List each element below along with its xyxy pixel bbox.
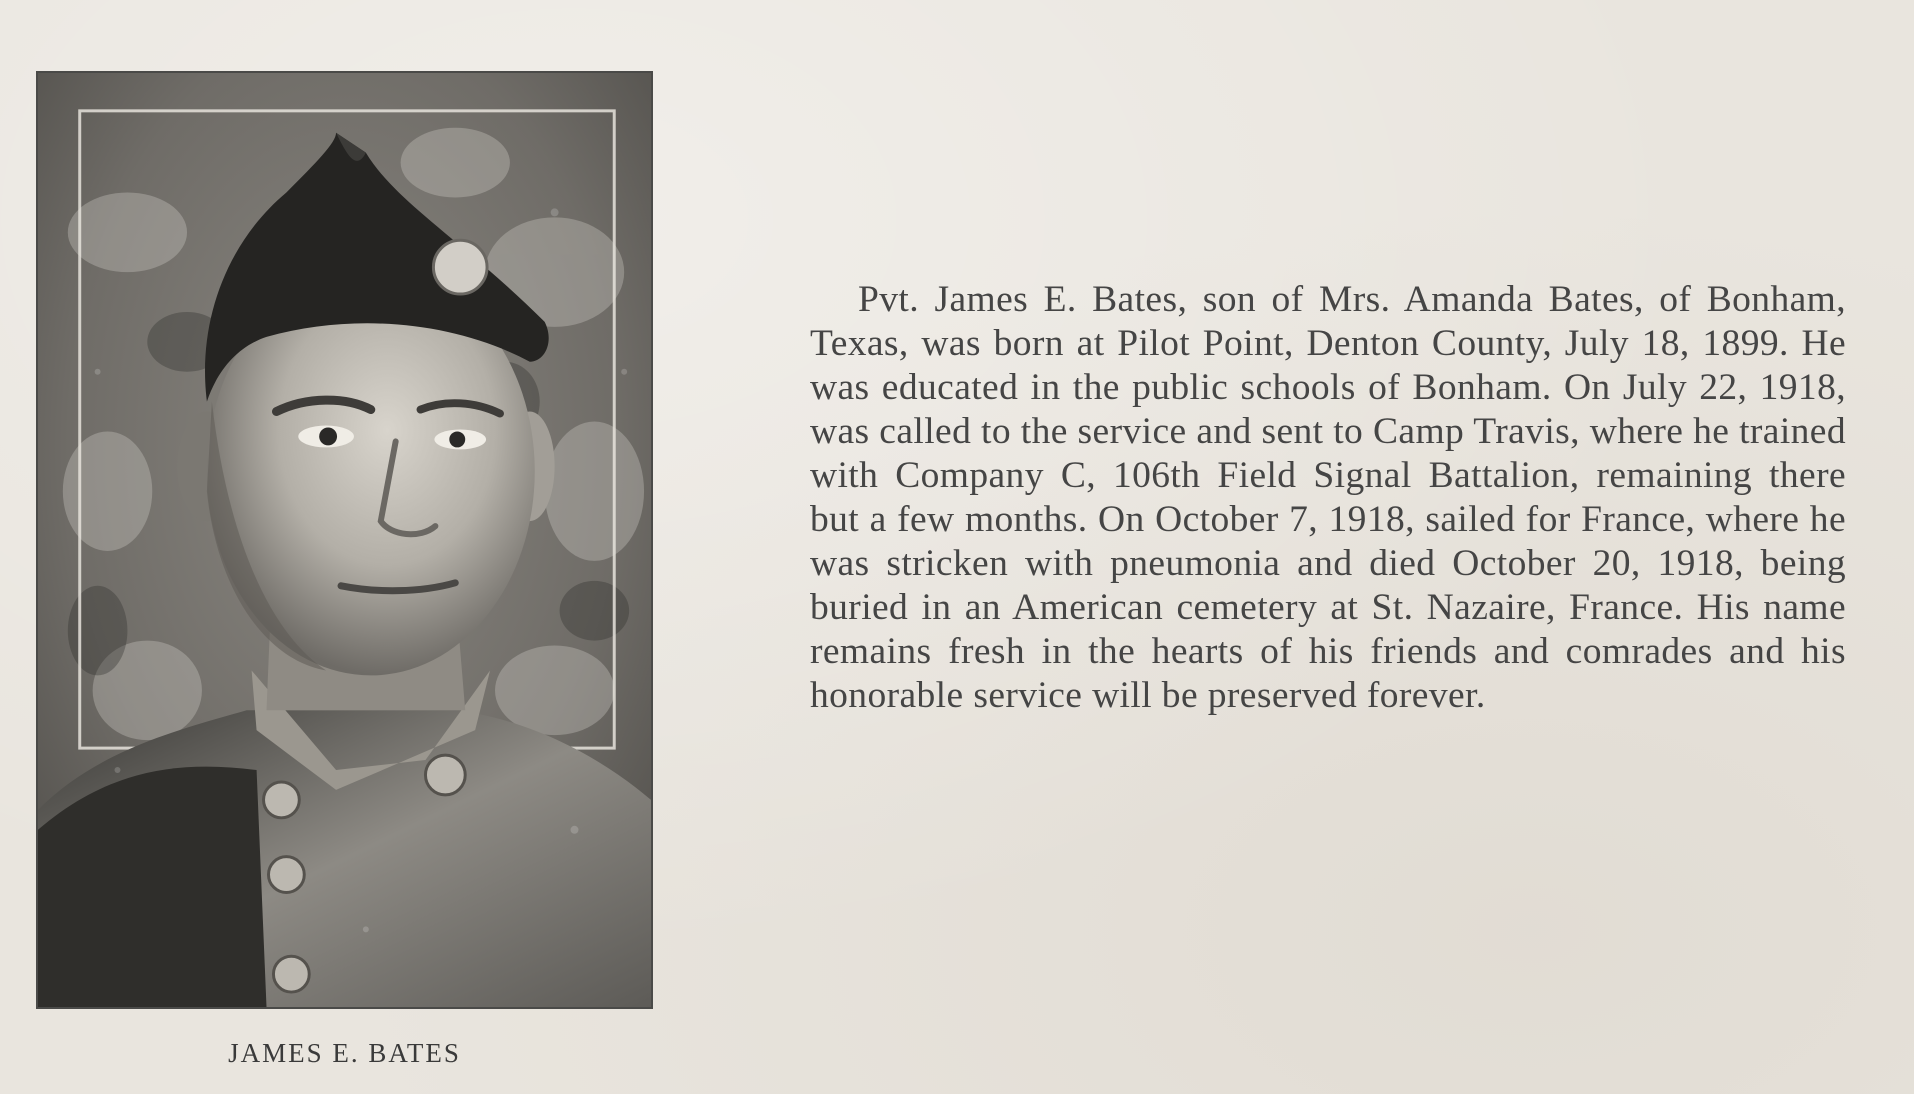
portrait-caption: JAMES E. BATES — [228, 1038, 461, 1068]
portrait-photo — [36, 71, 653, 1009]
soldier-portrait-icon — [38, 73, 651, 1007]
biography-paragraph: Pvt. James E. Bates, son of Mrs. Amanda Bates, of Bonham, Texas, was born at Pilot Point, Denton County, July 18, 1899. He was educated in the public schools of Bonham. On July 22, 1918, was called to the service and sent to Camp Travis, where he trained with Company C, 106th Field Signal Battalion, remaining there but a few months. On October 7, 1918, sailed for France, where he was stricken with pneumonia and died October 20, 1918, being buried in an American cemetery at St. Nazaire, France. His name remains fresh in the hearts of his friends and comrades and his honorable service will be preserved forever. — [810, 278, 1846, 716]
